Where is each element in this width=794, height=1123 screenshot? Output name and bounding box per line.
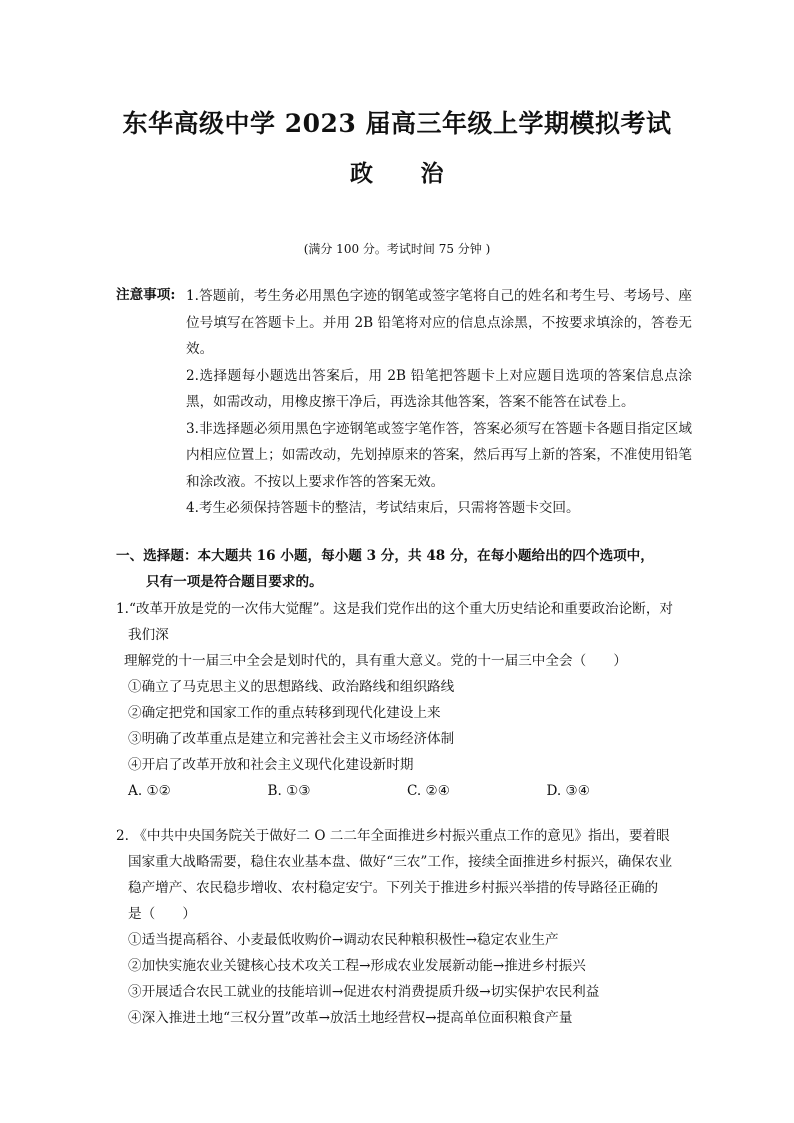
section-heading	[116, 543, 686, 595]
q2-statement: ③开展适合农民工就业的技能培训→促进农村消费提质升级→切实保护农民利益	[128, 984, 600, 1000]
q1-stem-line2: 我们深	[128, 627, 169, 643]
q1-option-b[interactable]: B. ①③	[267, 783, 311, 799]
q1-option-c[interactable]: C. ②④	[407, 783, 450, 799]
section-heading-line1: 一、选择题：本大题共 16 小题，每小题 3 分，共 48 分，在每小题给出的四个选项中，	[116, 548, 654, 564]
q1-stem-line3: 理解党的十一届三中全会是划时代的，具有重大意义。党的十一届三中全会（ ）	[124, 653, 627, 669]
notice-item: 4.考生必须保持答题卡的整洁，考试结束后，只需将答题卡交回。	[186, 500, 580, 516]
q1-stem-line1: 1.“改革开放是党的一次伟大觉醒”。这是我们党作出的这个重大历史结论和重要政治论断，对	[116, 601, 674, 617]
notice-label: 注意事项:	[116, 287, 176, 303]
exam-title: 东华高级中学 2023 届高三年级上学期模拟考试	[122, 109, 672, 138]
notice-items	[186, 283, 692, 522]
exam-meta: (满分 100 分。考试时间 75 分钟 )	[303, 242, 491, 256]
question-2	[116, 823, 686, 1031]
subject-char-2: 治	[420, 160, 445, 187]
q1-option-d[interactable]: D. ③④	[546, 783, 590, 799]
section-heading-line2: 只有一项是符合题目要求的。	[146, 574, 323, 590]
q1-statement: ①确立了马克思主义的思想路线、政治路线和组织路线	[128, 679, 455, 695]
q2-statement: ①适当提高稻谷、小麦最低收购价→调动农民种粮积极性→稳定农业生产	[128, 932, 559, 948]
q1-options	[116, 778, 686, 804]
q2-stem-line: 稳产增产、农民稳步增收、农村稳定安宁。下列关于推进乡村振兴举措的传导路径正确的	[128, 880, 659, 896]
q1-statement: ④开启了改革开放和社会主义现代化建设新时期	[128, 757, 414, 773]
notice-item: 2.选择题每小题选出答案后，用 2B 铅笔把答题卡上对应题目选项的答案信息点涂黑，如需改动，用橡皮擦干净后，再选涂其他答案，答案不能答在试卷上。	[186, 367, 692, 410]
q1-statement: ②确定把党和国家工作的重点转移到现代化建设上来	[128, 705, 441, 721]
subject-char-1: 政	[349, 160, 374, 187]
notice-item: 1.答题前，考生务必用黑色字迹的钢笔或签字笔将自己的姓名和考生号、考场号、座位号填写在答题卡上。并用 2B 铅笔将对应的信息点涂黑，不按要求填涂的，答卷无效。	[186, 288, 692, 357]
notice-item: 3.非选择题必须用黑色字迹钢笔或签字笔作答，答案必须写在答题卡各题目指定区域内相应位置上；如需改动，先划掉原来的答案，然后再写上新的答案，不准使用铅笔和涂改液。不按以上要求作答的答案无效。	[186, 420, 692, 490]
subject-title	[0, 155, 794, 188]
q1-statement: ③明确了改革重点是建立和完善社会主义市场经济体制	[128, 731, 455, 747]
q2-stem-line: 2. 《中共中央国务院关于做好二 O 二二年全面推进乡村振兴重点工作的意见》指出，要着眼	[116, 828, 670, 844]
q2-statement: ④深入推进土地“三权分置”改革→放活土地经营权→提高单位面积粮食产量	[128, 1010, 573, 1026]
q2-stem-line: 是（ ）	[128, 906, 196, 922]
q2-stem-line: 国家重大战略需要，稳住农业基本盘、做好“三农”工作，接续全面推进乡村振兴，确保农业	[128, 854, 673, 870]
q2-statement: ②加快实施农业关键核心技术攻关工程→形成农业发展新动能→推进乡村振兴	[128, 958, 586, 974]
q1-option-a[interactable]: A. ①②	[128, 783, 171, 799]
question-1	[116, 596, 686, 804]
